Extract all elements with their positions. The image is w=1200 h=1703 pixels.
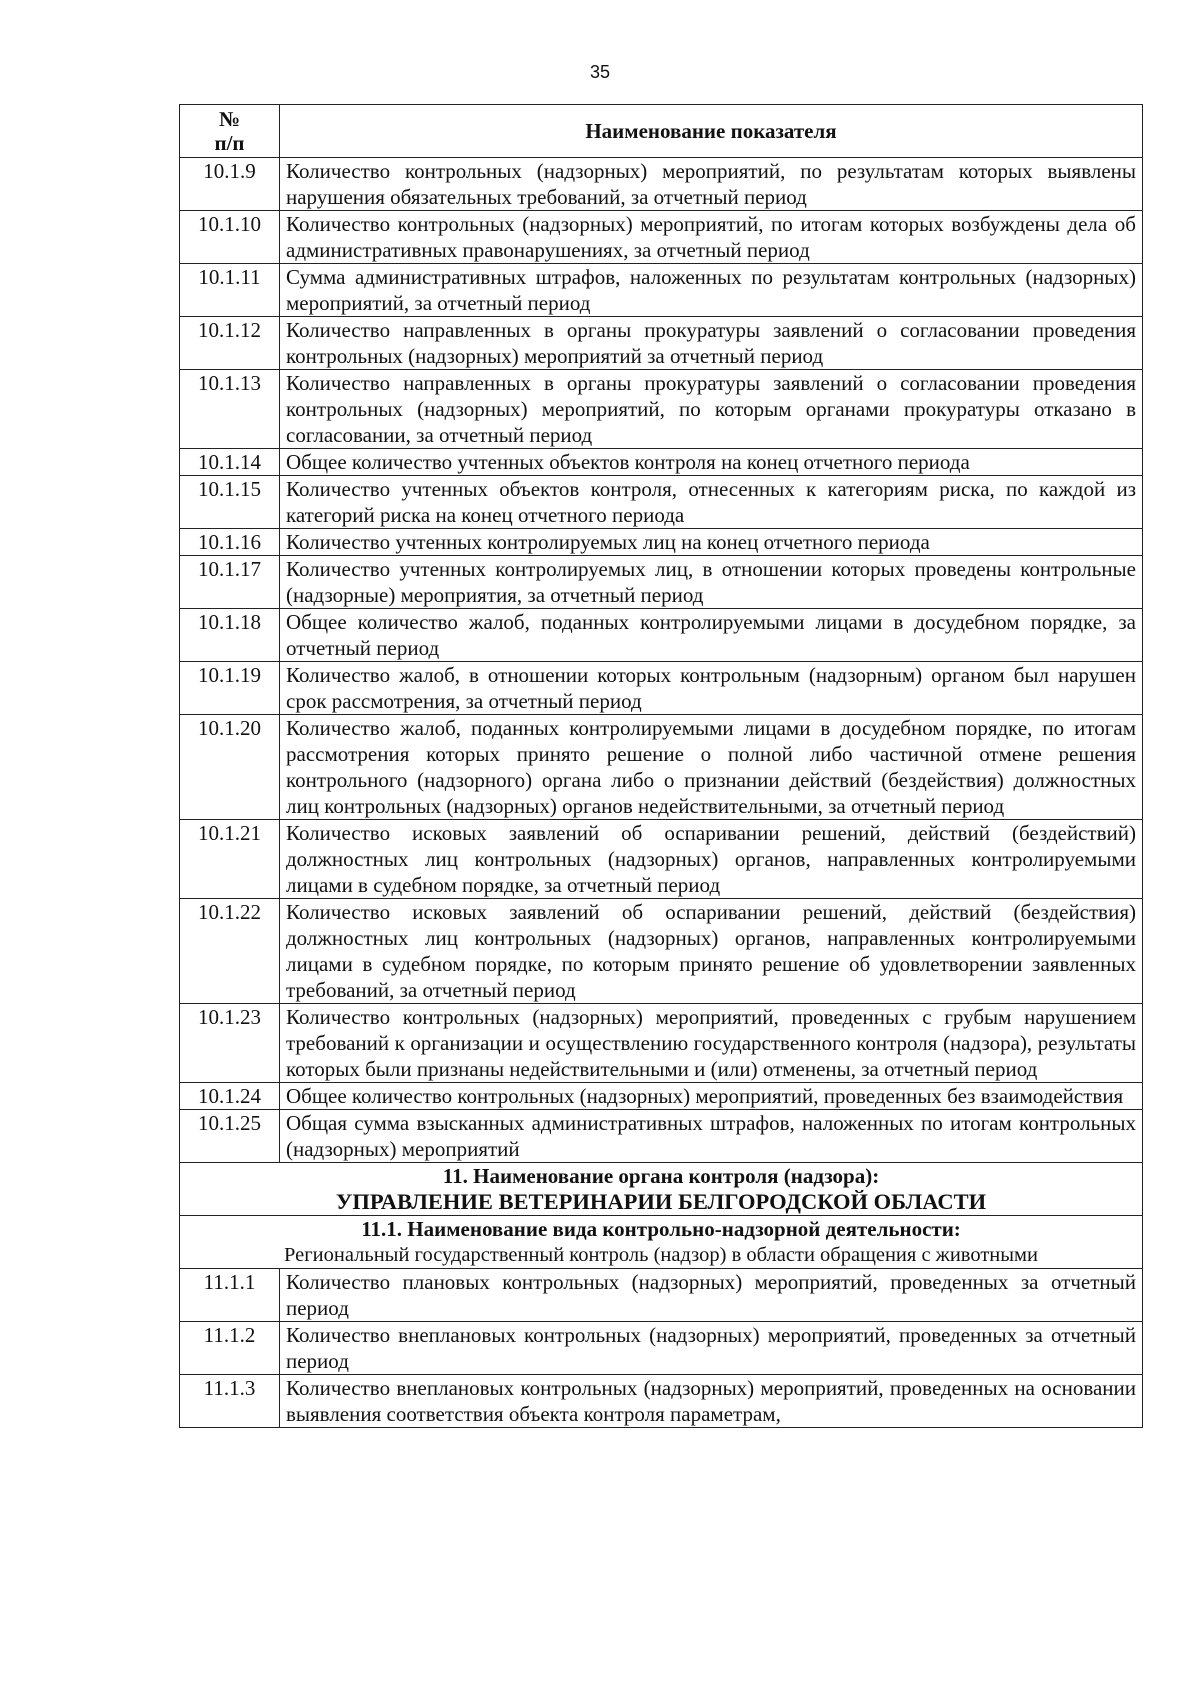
number-column-header bbox=[180, 105, 280, 158]
row-indicator-name: Количество жалоб, поданных контролируемыми лицами в досудебном порядке, по итогам рассмотрения которых принято решение о полной либо частичной отмене решения контрольного (надзорного) органа либо о признании действий (бездействия) должностных лиц контрольных (надзорных) органов недействительными, за отчетный период bbox=[280, 715, 1143, 820]
subsection-cell bbox=[180, 1216, 1143, 1269]
row-number: 11.1.2 bbox=[180, 1322, 280, 1375]
row-number: 10.1.11 bbox=[180, 264, 280, 317]
table-row bbox=[180, 317, 1143, 370]
table-row bbox=[180, 899, 1143, 1004]
table-row bbox=[180, 1269, 1143, 1322]
table-row bbox=[180, 609, 1143, 662]
row-indicator-name: Общее количество жалоб, поданных контролируемыми лицами в досудебном порядке, за отчетный период bbox=[280, 609, 1143, 662]
row-indicator-name: Количество контрольных (надзорных) мероприятий, по итогам которых возбуждены дела об административных правонарушениях, за отчетный период bbox=[280, 211, 1143, 264]
row-number: 10.1.25 bbox=[180, 1110, 280, 1163]
table-body-section-11 bbox=[180, 1269, 1143, 1428]
table-row bbox=[180, 1322, 1143, 1375]
row-indicator-name: Количество исковых заявлений об оспаривании решений, действий (бездействий) должностных лиц контрольных (надзорных) органов, направленных контролируемыми лицами в судебном порядке, за отчетный период bbox=[280, 820, 1143, 899]
row-number: 10.1.21 bbox=[180, 820, 280, 899]
subsection-row bbox=[180, 1216, 1143, 1269]
row-indicator-name: Количество направленных в органы прокуратуры заявлений о согласовании проведения контрольных (надзорных) мероприятий, по которым органами прокуратуры отказано в согласовании, за отчетный период bbox=[280, 370, 1143, 449]
row-indicator-name: Количество плановых контрольных (надзорных) мероприятий, проведенных за отчетный период bbox=[280, 1269, 1143, 1322]
row-number: 11.1.3 bbox=[180, 1375, 280, 1428]
row-indicator-name: Количество внеплановых контрольных (надзорных) мероприятий, проведенных на основании выявления соответствия объекта контроля параметрам, bbox=[280, 1375, 1143, 1428]
row-indicator-name: Количество исковых заявлений об оспаривании решений, действий (бездействия) должностных лиц контрольных (надзорных) органов, направленных контролируемыми лицами в судебном порядке, по которым принято решение об удовлетворении заявленных требований, за отчетный период bbox=[280, 899, 1143, 1004]
table-body-section-10 bbox=[180, 158, 1143, 1163]
row-indicator-name: Количество внеплановых контрольных (надзорных) мероприятий, проведенных за отчетный период bbox=[280, 1322, 1143, 1375]
section-row bbox=[180, 1163, 1143, 1216]
row-number: 10.1.14 bbox=[180, 449, 280, 476]
table-row bbox=[180, 264, 1143, 317]
number-abbrev: п/п bbox=[214, 131, 245, 155]
row-indicator-name: Количество контрольных (надзорных) мероприятий, по результатам которых выявлены нарушения обязательных требований, за отчетный период bbox=[280, 158, 1143, 211]
table-header-row bbox=[180, 105, 1143, 158]
row-indicator-name: Количество учтенных контролируемых лиц, в отношении которых проведены контрольные (надзорные) мероприятия, за отчетный период bbox=[280, 556, 1143, 609]
table-row bbox=[180, 1083, 1143, 1110]
row-number: 10.1.18 bbox=[180, 609, 280, 662]
table-row bbox=[180, 158, 1143, 211]
row-indicator-name: Общее количество контрольных (надзорных) мероприятий, проведенных без взаимодействия bbox=[280, 1083, 1143, 1110]
row-number: 10.1.13 bbox=[180, 370, 280, 449]
table-row bbox=[180, 1375, 1143, 1428]
table-row bbox=[180, 211, 1143, 264]
row-number: 10.1.16 bbox=[180, 529, 280, 556]
name-column-header: Наименование показателя bbox=[280, 105, 1143, 158]
row-number: 10.1.15 bbox=[180, 476, 280, 529]
row-indicator-name: Количество учтенных контролируемых лиц на конец отчетного периода bbox=[280, 529, 1143, 556]
row-number: 10.1.19 bbox=[180, 662, 280, 715]
row-number: 10.1.23 bbox=[180, 1004, 280, 1083]
table-row bbox=[180, 370, 1143, 449]
row-indicator-name: Общая сумма взысканных административных штрафов, наложенных по итогам контрольных (надзорных) мероприятий bbox=[280, 1110, 1143, 1163]
row-indicator-name: Количество контрольных (надзорных) мероприятий, проведенных с грубым нарушением требований к организации и осуществлению государственного контроля (надзора), результаты которых были признаны недействительными и (или) отменены, за отчетный период bbox=[280, 1004, 1143, 1083]
row-indicator-name: Количество учтенных объектов контроля, отнесенных к категориям риска, по каждой из категорий риска на конец отчетного периода bbox=[280, 476, 1143, 529]
row-indicator-name: Количество жалоб, в отношении которых контрольным (надзорным) органом был нарушен срок рассмотрения, за отчетный период bbox=[280, 662, 1143, 715]
page-number: 35 bbox=[589, 62, 611, 82]
row-number: 10.1.10 bbox=[180, 211, 280, 264]
row-number: 10.1.20 bbox=[180, 715, 280, 820]
row-number: 10.1.17 bbox=[180, 556, 280, 609]
subsection-value: Региональный государственный контроль (надзор) в области обращения с животными bbox=[284, 1244, 1038, 1266]
table-row bbox=[180, 529, 1143, 556]
subsection-title: 11.1. Наименование вида контрольно-надзорной деятельности: bbox=[361, 1217, 961, 1241]
table-row bbox=[180, 556, 1143, 609]
table-row bbox=[180, 476, 1143, 529]
table-row bbox=[180, 1004, 1143, 1083]
row-indicator-name: Общее количество учтенных объектов контроля на конец отчетного периода bbox=[280, 449, 1143, 476]
table-row bbox=[180, 715, 1143, 820]
number-symbol: № bbox=[218, 107, 241, 131]
row-number: 10.1.9 bbox=[180, 158, 280, 211]
row-number: 10.1.12 bbox=[180, 317, 280, 370]
table-row bbox=[180, 820, 1143, 899]
indicators-table bbox=[179, 104, 1143, 1428]
row-number: 10.1.22 bbox=[180, 899, 280, 1004]
section-agency: УПРАВЛЕНИЕ ВЕТЕРИНАРИИ БЕЛГОРОДСКОЙ ОБЛАСТИ bbox=[335, 1189, 987, 1214]
row-indicator-name: Сумма административных штрафов, наложенных по результатам контрольных (надзорных) мероприятий, за отчетный период bbox=[280, 264, 1143, 317]
table-row bbox=[180, 662, 1143, 715]
row-indicator-name: Количество направленных в органы прокуратуры заявлений о согласовании проведения контрольных (надзорных) мероприятий за отчетный период bbox=[280, 317, 1143, 370]
row-number: 11.1.1 bbox=[180, 1269, 280, 1322]
section-title: 11. Наименование органа контроля (надзора): bbox=[442, 1164, 880, 1188]
row-number: 10.1.24 bbox=[180, 1083, 280, 1110]
table-row bbox=[180, 449, 1143, 476]
table-row bbox=[180, 1110, 1143, 1163]
section-cell bbox=[180, 1163, 1143, 1216]
